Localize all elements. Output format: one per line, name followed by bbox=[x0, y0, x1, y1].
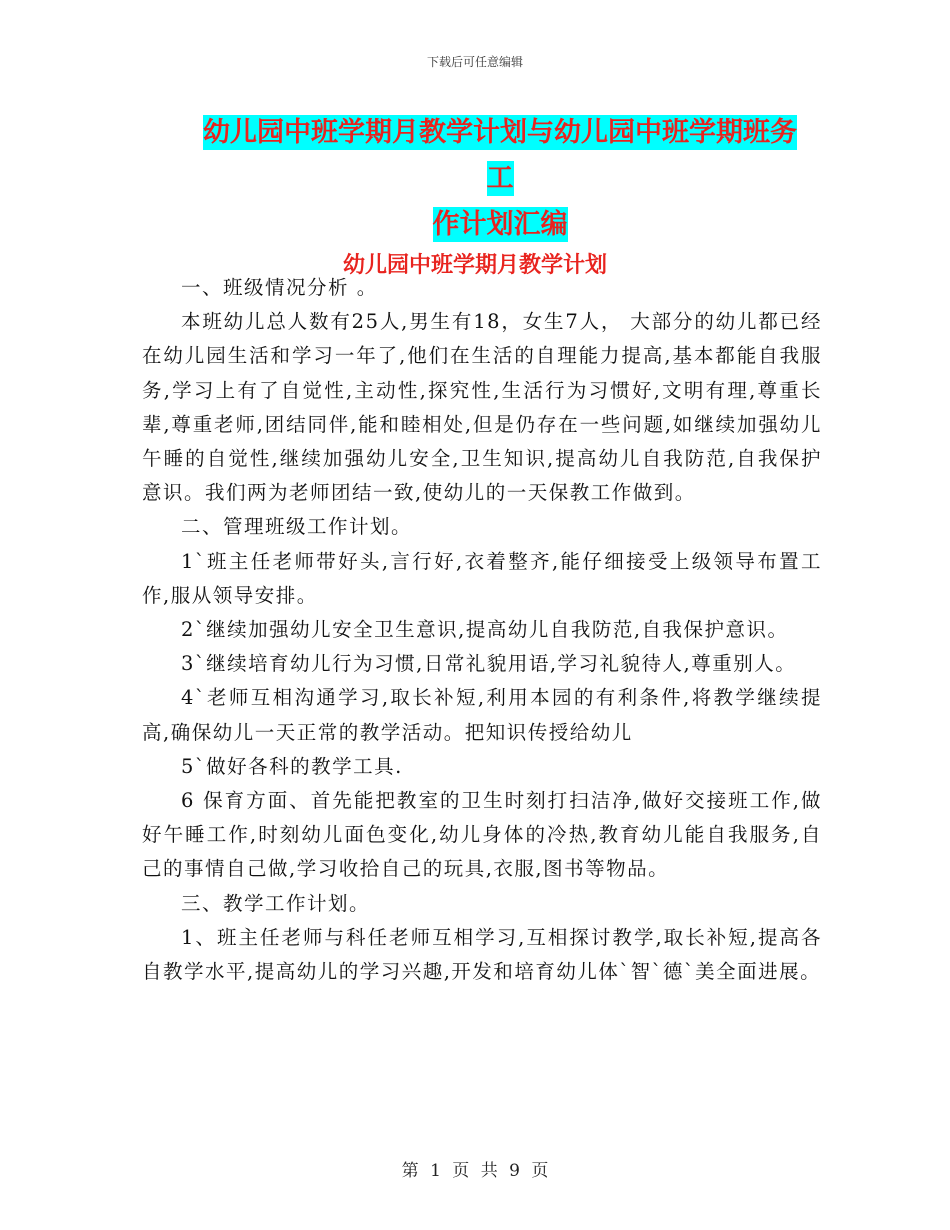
document-title-line-2: 作计划汇编 bbox=[432, 209, 568, 240]
heading-teaching-plan: 三、教学工作计划。 bbox=[181, 891, 371, 915]
section-title: 幼儿园中班学期月教学计划 bbox=[342, 252, 607, 278]
paragraph-class-analysis: 本班幼儿总人数有25人,男生有18，女生7人， 大部分的幼儿都已经在幼儿园生活和学习一年了,他们在生活的自理能力提高,基本都能自我服务,学习上有了自觉性,主动性,探究性,生活行为习惯好,文明有理,尊重长辈,尊重老师,团结同伴,能和睦相处,但是仍存在一些问题,如继续加强幼儿午睡的自觉性,继续加强幼儿安全,卫生知识,提高幼儿自我防范,自我保护意识。我们两为老师团结一致,使幼儿的一天保教工作做到。 bbox=[142, 310, 822, 505]
document-title bbox=[190, 110, 810, 248]
heading-class-analysis: 一、班级情况分析 。 bbox=[181, 276, 378, 299]
teaching-item-1: 1、班主任老师与科任老师互相学习,互相探讨教学,取长补短,提高各自教学水平,提高幼儿的学习兴趣,开发和培育幼儿体`智`德`美全面进展。 bbox=[142, 925, 822, 984]
list-item-4: 4`老师互相沟通学习,取长补短,利用本园的有利条件,将教学继续提高,确保幼儿一天正常的教学活动。把知识传授给幼儿 bbox=[142, 686, 822, 744]
list-item-2: 2`继续加强幼儿安全卫生意识,提高幼儿自我防范,自我保护意识。 bbox=[181, 618, 789, 642]
list-item-6: 6 保育方面、首先能把教室的卫生时刻打扫洁净,做好交接班工作,做好午睡工作,时刻幼儿面色变化,幼儿身体的冷热,教育幼儿能自我服务,自己的事情自己做,学习收拾自己的玩具,衣服,图书等物品。 bbox=[142, 789, 822, 881]
list-item-1: 1`班主任老师带好头,言行好,衣着整齐,能仔细接受上级领导布置工作,服从领导安排。 bbox=[142, 549, 822, 607]
header-note: 下载后可任意编辑 bbox=[426, 55, 523, 69]
heading-class-management: 二、管理班级工作计划。 bbox=[181, 515, 413, 539]
document-body bbox=[142, 271, 822, 989]
page-footer: 第 1 页 共 9 页 bbox=[401, 1161, 549, 1181]
document-title-line-1: 幼儿园中班学期月教学计划与幼儿园中班学期班务工 bbox=[203, 117, 797, 194]
list-item-3: 3`继续培育幼儿行为习惯,日常礼貌用语,学习礼貌待人,尊重别人。 bbox=[181, 652, 797, 676]
list-item-5: 5`做好各科的教学工具. bbox=[181, 754, 403, 778]
